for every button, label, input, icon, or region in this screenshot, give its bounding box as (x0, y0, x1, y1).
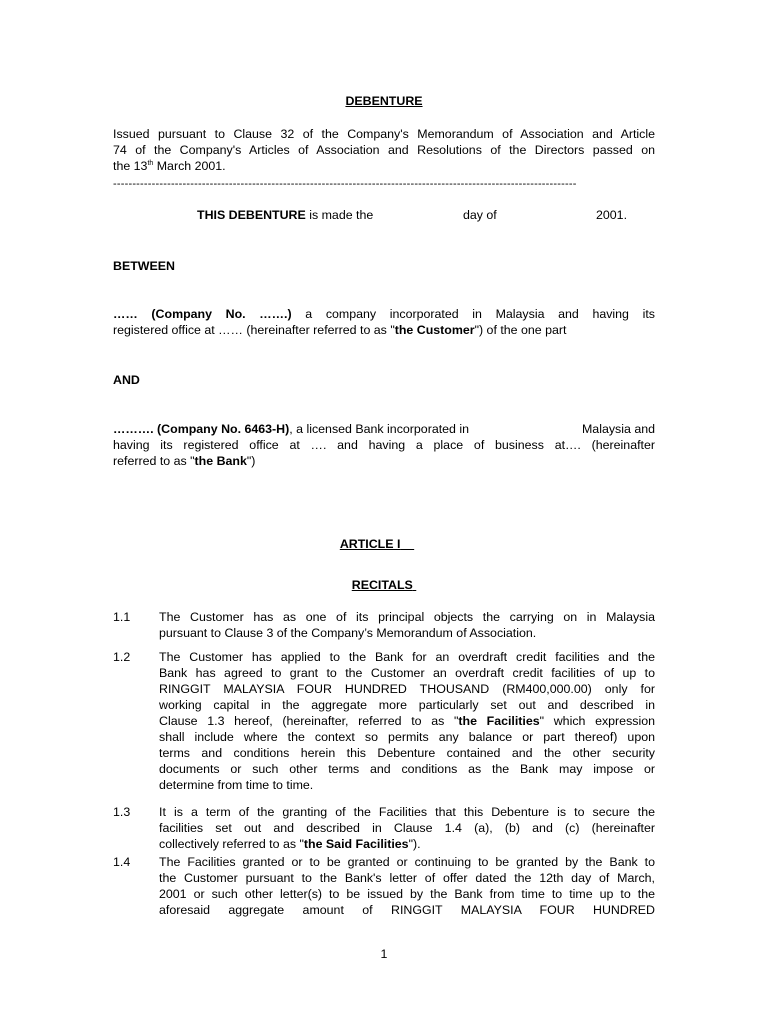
clause-line: facilities set out and described in Clause 1.4 (a), (b) and (c) (hereinafter (159, 821, 655, 835)
recitals-heading-text: RECITALS (351, 578, 413, 592)
preamble-date-rest: March 2001. (153, 159, 226, 173)
clause-line-text: Clause 1.3 hereof, (hereinafter, referred to as " (159, 714, 459, 728)
clause-line: terms and conditions herein this Debenture contained and the other security (159, 746, 655, 760)
clause-line: The Customer has applied to the Bank for an overdraft credit facilities and the (159, 650, 655, 664)
recitals-heading (0, 577, 768, 593)
clause-line (159, 713, 655, 729)
page-number: 1 (380, 947, 388, 961)
clause-line: working capital in the aggregate more particularly set out and described in (159, 698, 655, 712)
bank-party (113, 421, 655, 469)
bank-line-1 (113, 421, 655, 437)
facilities-defined-term: the Facilities (458, 714, 540, 728)
clause-line: pursuant to Clause 3 of the Company’s Memorandum of Association. (159, 626, 537, 640)
clause-line: the Customer pursuant to the Bank's letter of offer dated the 12th day of March, (159, 871, 655, 885)
preamble-date-suffix: th (147, 159, 154, 167)
clause-line: The Facilities granted or to be granted or continuing to be granted by the Bank to (159, 855, 655, 869)
customer-defined-term: the Customer (394, 323, 475, 337)
clause-text (159, 804, 655, 852)
bank-defined-term: the Bank (194, 454, 247, 468)
separator-line: ------------------------------------------------------------------------------------------------------------------------ (113, 178, 577, 190)
between-heading: BETWEEN (113, 259, 175, 273)
bank-line-1-end: Malaysia and (581, 422, 655, 436)
and-heading: AND (113, 373, 140, 387)
clause-text (159, 609, 655, 641)
article-heading (0, 536, 761, 552)
customer-line-2-end: ") of the one part (474, 323, 567, 337)
bank-line-3-text: referred to as " (113, 454, 195, 468)
day-of-text: day of (463, 208, 497, 222)
clause-line-text: " which expression (539, 714, 656, 728)
customer-line-2 (113, 322, 655, 338)
customer-line-2-text: registered office at …… (hereinafter referred to as " (113, 323, 395, 337)
clause-line: Bank has agreed to grant to the Customer an overdraft credit facilities of up to (159, 666, 655, 680)
clause-line-text: collectively referred to as " (159, 837, 304, 851)
is-made-text: is made the (305, 208, 374, 222)
bank-line-3 (113, 453, 655, 469)
preamble (113, 126, 655, 174)
article-heading-text: ARTICLE I (339, 537, 401, 551)
preamble-line-3 (113, 158, 655, 174)
clause-line: The Customer has as one of its principal objects the carrying on in Malaysia (159, 610, 655, 624)
customer-company-no: …… (Company No. …….) (113, 307, 292, 321)
bank-line-3-end: ") (246, 454, 256, 468)
clause-number: 1.2 (113, 650, 131, 664)
clause-number: 1.3 (113, 805, 131, 819)
customer-party (113, 306, 655, 338)
clause-line: RINGGIT MALAYSIA FOUR HUNDRED THOUSAND (RM400,000.00) only for (159, 682, 655, 696)
clause-line: documents or such other terms and conditions as the Bank may impose or (159, 762, 655, 776)
clause-line: 2001 or such other letter(s) to be issued by the Bank from time to time up to the (159, 887, 655, 901)
debenture-made-line (197, 207, 637, 223)
customer-line-1-text: a company incorporated in Malaysia and having its (291, 307, 655, 321)
clause-line: shall include where the context so permits any balance or part thereof) upon (159, 730, 655, 744)
clause-number: 1.4 (113, 855, 131, 869)
clause-line: It is a term of the granting of the Facilities that this Debenture is to secure the (159, 805, 655, 819)
clause-text (159, 854, 655, 918)
preamble-line-2: 74 of the Company's Articles of Association and Resolutions of the Directors passed on (113, 143, 655, 157)
year-text: 2001. (596, 208, 628, 222)
clause-number: 1.1 (113, 610, 131, 624)
bank-line-2: having its registered office at …. and having a place of business at…. (hereinafter (113, 438, 655, 452)
clause-line: determine from time to time. (159, 778, 314, 792)
clause-line: aforesaid aggregate amount of RINGGIT MALAYSIA FOUR HUNDRED (159, 903, 655, 917)
document-title: DEBENTURE (345, 94, 423, 108)
customer-line-1 (113, 306, 655, 322)
preamble-line-1: Issued pursuant to Clause 32 of the Company's Memorandum of Association and Article (113, 127, 655, 141)
bank-company-no: ………. (Company No. 6463-H) (113, 422, 290, 436)
clause-text (159, 649, 655, 793)
said-facilities-defined-term: the Said Facilities (303, 837, 409, 851)
clause-line (159, 836, 655, 852)
bank-line-1-text: , a licensed Bank incorporated in (289, 422, 470, 436)
preamble-date-day: the 13 (113, 159, 148, 173)
this-debenture-label: THIS DEBENTURE (197, 208, 306, 222)
clause-line-text: "). (408, 837, 421, 851)
